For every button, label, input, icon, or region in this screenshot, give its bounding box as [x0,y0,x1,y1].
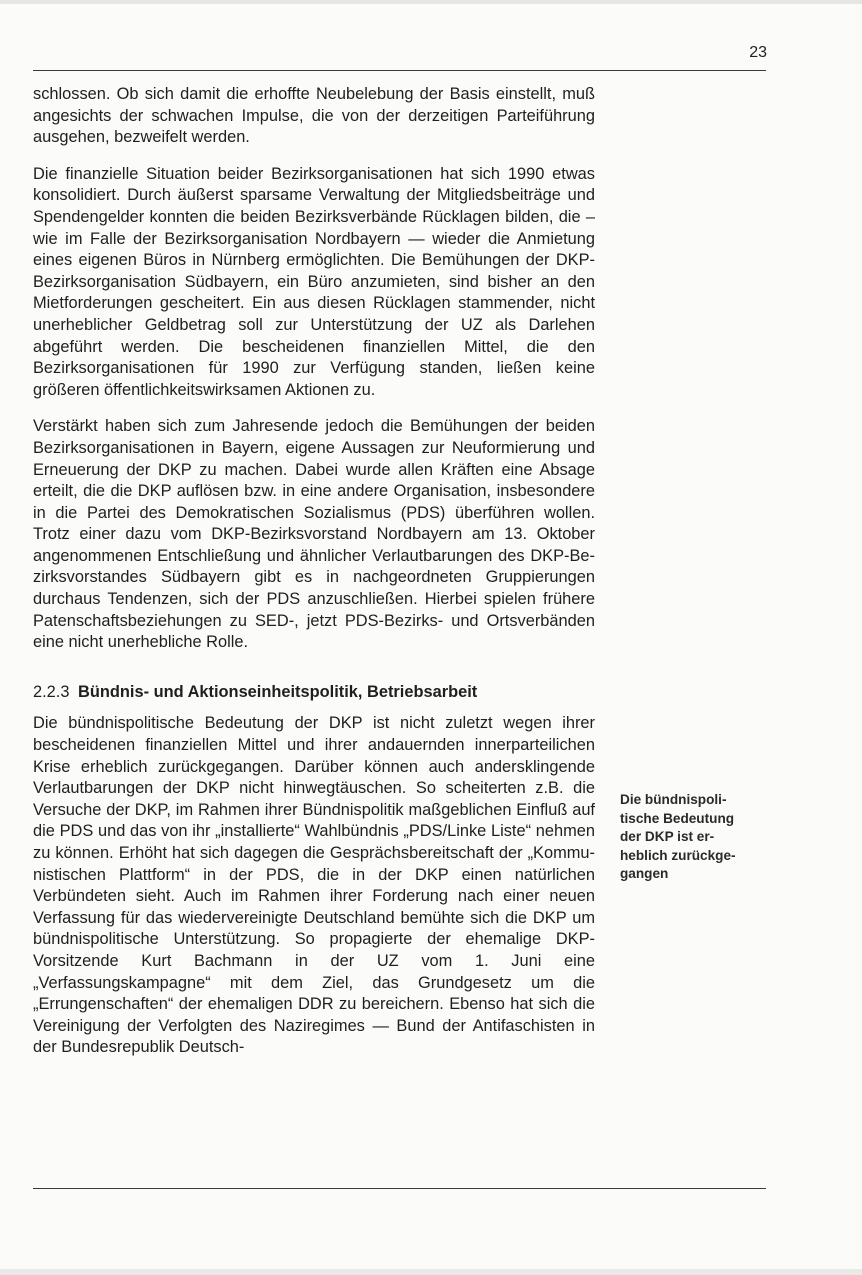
section-number: 2.2.3 [33,682,70,701]
paragraph: schlossen. Ob sich damit die erhoffte Neubelebung der Basis einstellt, muß angesichts der schwachen Impulse, die von der derzeitigen Parteiführung ausgehen, bezweifelt werden. [33,85,595,147]
header-rule [33,70,766,71]
margin-note-line: Die bündnispoli- [620,792,727,807]
paragraph: Die bündnispolitische Bedeutung der DKP ist nicht zuletzt wegen ihrer bescheidenen finanziellen Mittel und ihrer andauernden innerparteilichen Krise erheblich zurückgegangen. Darüber können auch andersklingende Verlautbarungen der DKP nicht hinwegtäuschen. So scheiterten z.B. die Versuche der DKP, im Rahmen ihrer Bündnispolitik maßgeblichen Einfluß auf die PDS und das von ihr „installierte“ Wahlbündnis „PDS/Linke Liste“ nehmen zu können. Erhöht hat sich dagegen die Gesprächsbereitschaft der „Kommunistischen Plattform“ in der PDS, die in der DKP einen natürlichen Verbündeten sieht. Auch im Rahmen ihrer Forderung nach einer neuen Verfassung für das wiedervereinigte Deutschland bemühte sich die DKP um bündnispolitische Unterstützung. So propagierte der ehemalige DKP-Vorsitzende Kurt Bachmann in der UZ vom 1. Juni eine „Verfassungskampagne“ mit dem Ziel, das Grundgesetz um die „Errungenschaften“ der ehemaligen DDR zu bereichern. Ebenso hat sich die Vereinigung der Verfolgten des Naziregimes — Bund der Antifaschisten in der Bundesrepublik Deutsch- [33,714,595,1057]
margin-note-line: gangen [620,866,669,881]
section-title: Bündnis- und Aktionseinheitspolitik, Betriebsarbeit [78,682,478,701]
scan-edge-bottom [0,1269,862,1275]
margin-note-line: tische Bedeutung [620,810,735,826]
section-heading [33,682,595,704]
page-number: 23 [749,44,767,61]
footer-rule [33,1188,766,1189]
margin-note-line: heblich zurückge- [620,847,736,863]
margin-note-line: der DKP ist er- [620,829,715,844]
margin-note [620,791,770,884]
scan-edge-top [0,0,862,4]
paragraph: Verstärkt haben sich zum Jahresende jedoch die Bemühungen der beiden Bezirksorganisationen in Bayern, eigene Aussagen zur Neuformierung und Erneuerung der DKP zu machen. Dabei wurde allen Kräften eine Absage erteilt, die die DKP auflösen bzw. in eine andere Organisation, insbesondere in die Partei des Demokratischen Sozialismus (PDS) überführen wollen. Trotz einer dazu vom DKP-Bezirksvorstand Nordbayern am 13. Oktober angenommenen Entschließung und ähnlicher Verlautbarungen des DKP-Bezirksvorstandes Südbayern gibt es in nachgeordneten Gruppierungen durchaus Tendenzen, sich der PDS anzuschließen. Hierbei spielen frühere Patenschaftsbeziehungen zu SED-, jetzt PDS-Bezirks- und Ortsverbänden eine nicht unerhebliche Rolle. [33,417,595,652]
main-text-column [33,84,595,1074]
paragraph: Die finanzielle Situation beider Bezirksorganisationen hat sich 1990 etwas konsolidiert. Durch äußerst sparsame Verwaltung der Mitgliedsbeiträge und Spendengelder konnten die beiden Bezirksverbände Rücklagen bilden, die – wie im Falle der Bezirksorganisation Nordbayern — wieder die Anmietung eines eigenen Büros in Nürnberg ermöglichten. Die Bemühungen der DKP-Bezirksorganisation Südbayern, ein Büro anzumieten, sind bisher an den Mietforderungen gescheitert. Ein aus diesen Rücklagen stammender, nicht unerheblicher Geldbetrag soll zur Unterstützung der UZ als Darlehen abgeführt werden. Die bescheidenen finanziellen Mittel, die den Bezirksorganisationen für 1990 zur Verfügung standen, ließen keine größeren öffentlichkeitswirksamen Aktionen zu. [33,164,595,399]
